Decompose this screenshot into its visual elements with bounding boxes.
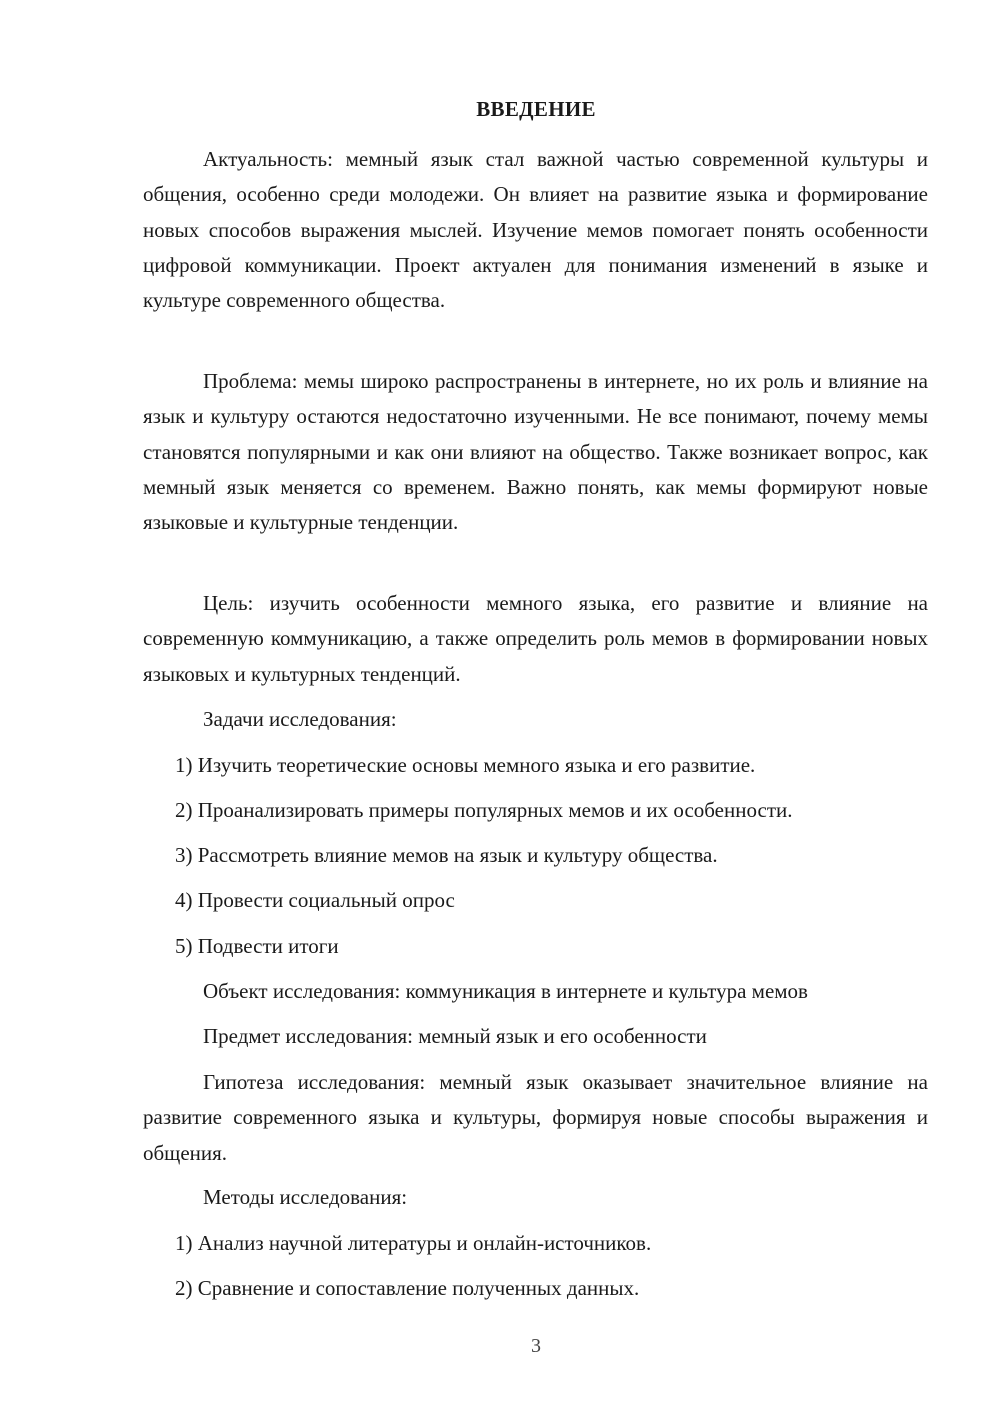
methods-title: Методы исследования: xyxy=(203,1185,408,1209)
research-subject: Предмет исследования: мемный язык и его особенности xyxy=(203,1024,707,1048)
hypothesis-paragraph: Гипотеза исследования: мемный язык оказывает значительное влияние на развитие современного языка и культуры, формируя новые способы выражения и общения. xyxy=(143,1070,928,1165)
task-item: 2) Проанализировать примеры популярных мемов и их особенности. xyxy=(175,798,793,822)
tasks-title: Задачи исследования: xyxy=(203,707,397,731)
goal-paragraph: Цель: изучить особенности мемного языка, его развитие и влияние на современную коммуникацию, а также определить роль мемов в формировании новых языковых и культурных тенденций. xyxy=(143,591,928,686)
task-item: 5) Подвести итоги xyxy=(175,934,339,958)
task-item: 4) Провести социальный опрос xyxy=(175,888,455,912)
problem-paragraph: Проблема: мемы широко распространены в интернете, но их роль и влияние на язык и культуру остаются недостаточно изученными. Не все понимают, почему мемы становятся популярными и как они влияют на общество. Также возникает вопрос, как мемный язык меняется со временем. Важно понять, как мемы формируют новые языковые и культурные тенденции. xyxy=(143,369,928,535)
method-item: 2) Сравнение и сопоставление полученных данных. xyxy=(175,1276,640,1300)
page-number: 3 xyxy=(531,1335,541,1357)
research-object: Объект исследования: коммуникация в интернете и культура мемов xyxy=(203,979,808,1003)
section-heading: ВВЕДЕНИЕ xyxy=(476,97,596,121)
method-item: 1) Анализ научной литературы и онлайн-источников. xyxy=(175,1231,652,1255)
task-item: 3) Рассмотреть влияние мемов на язык и культуру общества. xyxy=(175,843,718,867)
task-item: 1) Изучить теоретические основы мемного языка и его развитие. xyxy=(175,753,756,777)
relevance-paragraph: Актуальность: мемный язык стал важной частью современной культуры и общения, особенно среди молодежи. Он влияет на развитие языка и формирование новых способов выражения мыслей. Изучение мемов помогает понять особенности цифровой коммуникации. Проект актуален для понимания изменений в языке и культуре современного общества. xyxy=(143,147,928,313)
